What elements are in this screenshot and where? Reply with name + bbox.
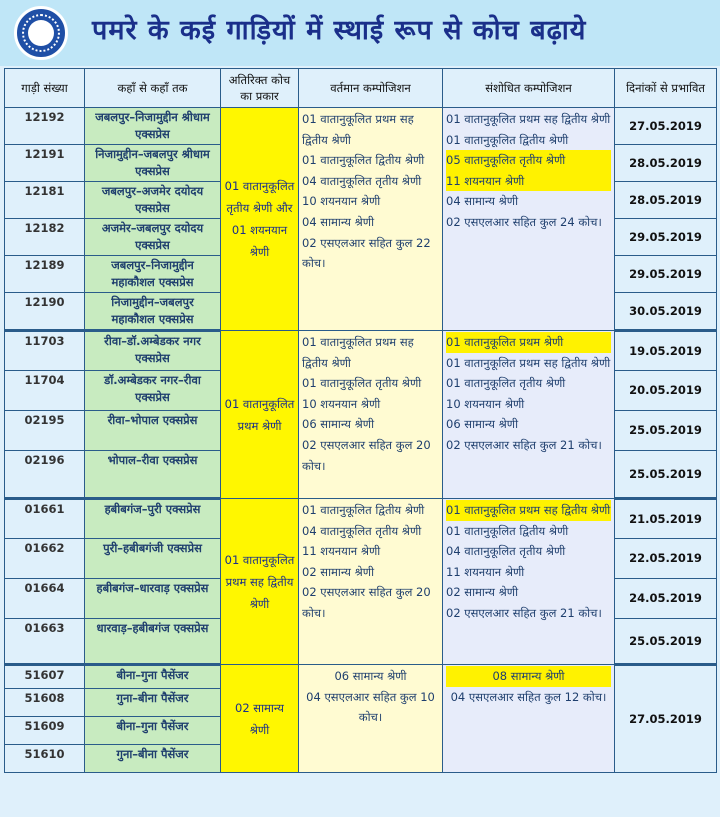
composition-line: 01 वातानुकूलित तृतीय श्रेणी — [446, 376, 566, 391]
composition-line: 11 शयनयान श्रेणी — [446, 564, 525, 579]
composition-line: 02 एसएलआर सहित कुल 20 कोच। — [302, 585, 431, 620]
train-route: जबलपुर–निजामुद्दीन श्रीधाम एक्सप्रेस — [85, 108, 221, 145]
composition-line: 02 एसएलआर सहित कुल 21 कोच। — [446, 437, 602, 452]
composition-line: 02 सामान्य श्रेणी — [302, 564, 375, 579]
composition-line-highlighted: 01 वातानुकूलित प्रथम सह द्वितीय श्रेणी — [446, 500, 611, 521]
table-row — [5, 499, 717, 539]
train-route: रीवा–डॉ.अम्बेडकर नगर एक्सप्रेस — [85, 331, 221, 371]
composition-line: 02 एसएलआर सहित कुल 21 कोच। — [446, 605, 602, 620]
train-number: 11704 — [5, 371, 85, 411]
train-number: 12190 — [5, 293, 85, 331]
train-number: 12191 — [5, 145, 85, 182]
effective-date: 25.05.2019 — [615, 451, 717, 499]
col-current: वर्तमान कम्पोजिशन — [299, 69, 443, 108]
composition-line: 10 शयनयान श्रेणी — [302, 194, 381, 209]
train-route: पुरी–हबीबगंजी एक्सप्रेस — [85, 539, 221, 579]
composition-line: 04 एसएलआर सहित कुल 10 कोच। — [306, 689, 435, 725]
composition-line: 01 वातानुकूलित प्रथम सह द्वितीय श्रेणी — [302, 335, 414, 370]
train-number: 12189 — [5, 256, 85, 293]
train-route: डॉ.अम्बेडकर नगर–रीवा एक्सप्रेस — [85, 371, 221, 411]
composition-line: 04 वातानुकूलित तृतीय श्रेणी — [302, 523, 422, 538]
train-route: गुना–बीना पैसेंजर — [85, 689, 221, 717]
effective-date: 28.05.2019 — [615, 182, 717, 219]
composition-line: 04 वातानुकूलित तृतीय श्रेणी — [446, 544, 566, 559]
train-route: हबीबगंज–धारवाड़ एक्सप्रेस — [85, 579, 221, 619]
col-route: कहाँ से कहाँ तक — [85, 69, 221, 108]
effective-date: 20.05.2019 — [615, 371, 717, 411]
train-route: जबलपुर–निजामुद्दीन महाकौशल एक्सप्रेस — [85, 256, 221, 293]
train-number: 51608 — [5, 689, 85, 717]
train-number: 02196 — [5, 451, 85, 499]
effective-date: 24.05.2019 — [615, 579, 717, 619]
train-number: 51610 — [5, 745, 85, 773]
train-number: 12181 — [5, 182, 85, 219]
train-route: रीवा–भोपाल एक्सप्रेस — [85, 411, 221, 451]
current-composition — [299, 108, 443, 331]
col-revised: संशोधित कम्पोजिशन — [443, 69, 615, 108]
coach-type: 01 वातानुकूलित प्रथम सह द्वितीय श्रेणी — [221, 499, 299, 665]
col-date: दिनांकों से प्रभावित — [615, 69, 717, 108]
train-route: निजामुद्दीन–जबलपुर श्रीधाम एक्सप्रेस — [85, 145, 221, 182]
train-number: 01664 — [5, 579, 85, 619]
composition-line-highlighted: 11 शयनयान श्रेणी — [446, 171, 611, 192]
coach-type: 02 सामान्य श्रेणी — [221, 665, 299, 773]
composition-line: 06 सामान्य श्रेणी — [302, 417, 375, 432]
train-number: 51609 — [5, 717, 85, 745]
composition-line: 01 वातानुकूलित प्रथम सह द्वितीय श्रेणी — [302, 112, 414, 147]
composition-line: 11 शयनयान श्रेणी — [302, 544, 381, 559]
effective-date: 21.05.2019 — [615, 499, 717, 539]
table-row — [5, 331, 717, 371]
current-composition — [299, 665, 443, 773]
effective-date: 29.05.2019 — [615, 256, 717, 293]
effective-date: 22.05.2019 — [615, 539, 717, 579]
train-route: भोपाल–रीवा एक्सप्रेस — [85, 451, 221, 499]
composition-line: 10 शयनयान श्रेणी — [446, 396, 525, 411]
composition-line: 04 सामान्य श्रेणी — [302, 214, 375, 229]
composition-line-highlighted: 01 वातानुकूलित प्रथम श्रेणी — [446, 332, 611, 353]
composition-line-highlighted: 08 सामान्य श्रेणी — [446, 666, 611, 687]
composition-line: 01 वातानुकूलित द्वितीय श्रेणी — [302, 153, 425, 168]
composition-line: 02 सामान्य श्रेणी — [446, 585, 519, 600]
coach-table — [4, 68, 717, 773]
effective-date: 25.05.2019 — [615, 411, 717, 451]
page-title: पमरे के कई गाड़ियों में स्थाई रूप से कोच बढ़ाये — [92, 15, 587, 46]
train-number: 12182 — [5, 219, 85, 256]
current-composition — [299, 499, 443, 665]
composition-line-highlighted: 05 वातानुकूलित तृतीय श्रेणी — [446, 150, 611, 171]
effective-date: 19.05.2019 — [615, 331, 717, 371]
train-number: 01662 — [5, 539, 85, 579]
composition-line: 02 एसएलआर सहित कुल 20 कोच। — [302, 437, 431, 473]
composition-line: 10 शयनयान श्रेणी — [302, 396, 381, 411]
composition-line: 01 वातानुकूलित द्वितीय श्रेणी — [446, 523, 569, 538]
train-route: अजमेर–जबलपुर दयोदय एक्सप्रेस — [85, 219, 221, 256]
train-number: 51607 — [5, 665, 85, 689]
train-route: धारवाड़–हबीबगंज एक्सप्रेस — [85, 619, 221, 665]
revised-composition — [443, 108, 615, 331]
effective-date: 25.05.2019 — [615, 619, 717, 665]
effective-date: 27.05.2019 — [615, 108, 717, 145]
composition-line: 01 वातानुकूलित द्वितीय श्रेणी — [302, 503, 425, 517]
train-number: 11703 — [5, 331, 85, 371]
train-number: 01661 — [5, 499, 85, 539]
composition-line: 04 सामान्य श्रेणी — [446, 194, 519, 209]
composition-line: 01 वातानुकूलित प्रथम सह द्वितीय श्रेणी — [446, 112, 611, 126]
composition-line: 06 सामान्य श्रेणी — [446, 417, 519, 432]
composition-line: 04 एसएलआर सहित कुल 12 कोच। — [450, 689, 607, 704]
train-route: निजामुद्दीन–जबलपुर महाकौशल एक्सप्रेस — [85, 293, 221, 331]
indian-railways-logo-icon — [14, 6, 68, 60]
composition-line: 06 सामान्य श्रेणी — [334, 669, 407, 683]
effective-date: 30.05.2019 — [615, 293, 717, 331]
train-route: बीना–गुना पैसेंजर — [85, 665, 221, 689]
composition-line: 02 एसएलआर सहित कुल 22 कोच। — [302, 235, 431, 271]
coach-type: 01 वातानुकूलित प्रथम श्रेणी — [221, 331, 299, 499]
effective-date: 27.05.2019 — [615, 665, 717, 773]
composition-line: 01 वातानुकूलित तृतीय श्रेणी — [302, 376, 422, 391]
col-train-no: गाड़ी संख्या — [5, 69, 85, 108]
table-header-row — [5, 69, 717, 108]
composition-line: 02 एसएलआर सहित कुल 24 कोच। — [446, 214, 602, 229]
train-route: बीना–गुना पैसेंजर — [85, 717, 221, 745]
table-row — [5, 665, 717, 689]
composition-line: 01 वातानुकूलित द्वितीय श्रेणी — [446, 132, 569, 147]
train-number: 01663 — [5, 619, 85, 665]
train-route: हबीबगंज–पुरी एक्सप्रेस — [85, 499, 221, 539]
composition-line: 01 वातानुकूलित प्रथम सह द्वितीय श्रेणी — [446, 355, 611, 370]
revised-composition — [443, 665, 615, 773]
table-row — [5, 108, 717, 145]
train-number: 02195 — [5, 411, 85, 451]
coach-type: 01 वातानुकूलित तृतीय श्रेणी और 01 शयनयान श्रेणी — [221, 108, 299, 331]
train-route: गुना–बीना पैसेंजर — [85, 745, 221, 773]
revised-composition — [443, 499, 615, 665]
revised-composition — [443, 331, 615, 499]
train-number: 12192 — [5, 108, 85, 145]
col-coach-type: अतिरिक्त कोच का प्रकार — [221, 69, 299, 108]
effective-date: 29.05.2019 — [615, 219, 717, 256]
train-route: जबलपुर–अजमेर दयोदय एक्सप्रेस — [85, 182, 221, 219]
effective-date: 28.05.2019 — [615, 145, 717, 182]
current-composition — [299, 331, 443, 499]
composition-line: 04 वातानुकूलित तृतीय श्रेणी — [302, 173, 422, 188]
page-header — [0, 0, 720, 66]
